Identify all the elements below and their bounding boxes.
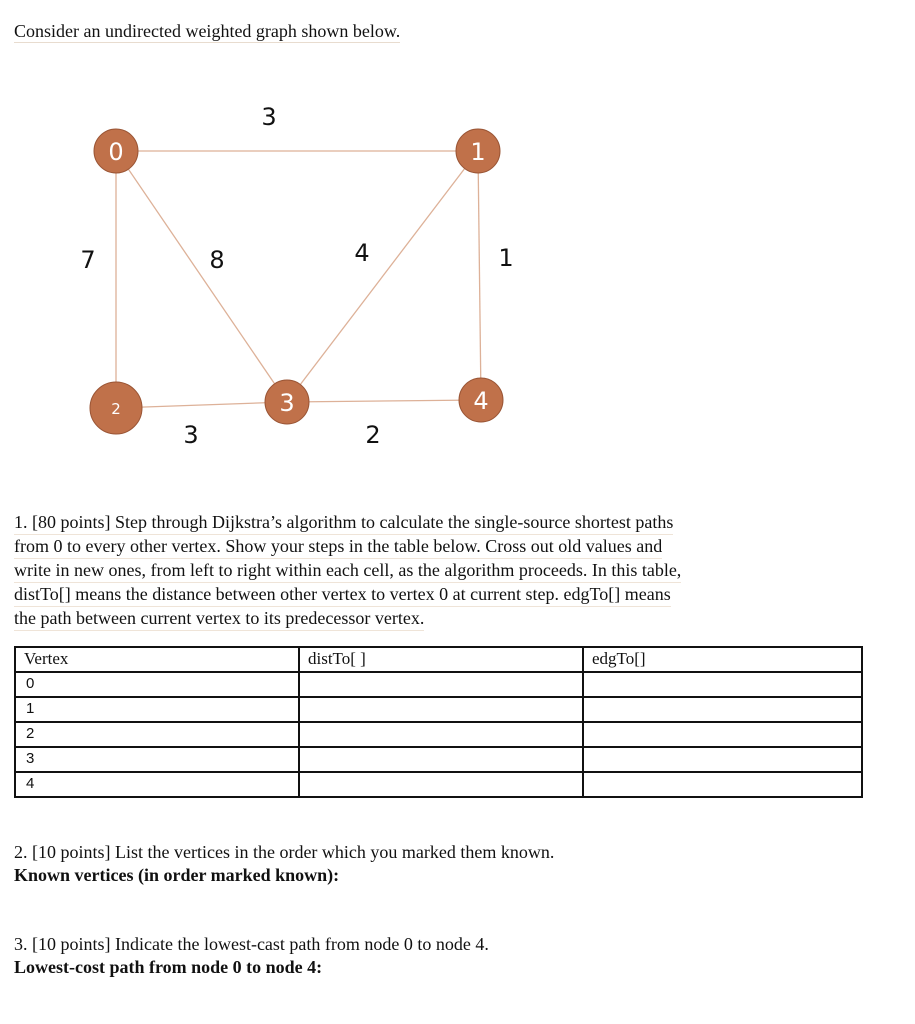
distto-cell[interactable]: [299, 722, 583, 747]
table-row: [15, 772, 862, 797]
node-label: 0: [108, 138, 124, 166]
q1-line: distTo[] means the distance between other vertex to vertex 0 at current step. edgTo[] means: [14, 583, 671, 607]
edge-weight: 8: [209, 246, 225, 274]
header-vertex: Vertex: [15, 647, 299, 672]
graph-diagram: [0, 0, 915, 480]
edgto-cell[interactable]: [583, 772, 862, 797]
dijkstra-table: [14, 646, 863, 798]
vertex-cell: 3: [15, 747, 299, 772]
lowest-cost-path-label: Lowest-cost path from node 0 to node 4:: [14, 957, 323, 977]
table-row: [15, 722, 862, 747]
edgto-cell[interactable]: [583, 747, 862, 772]
vertex-cell: 4: [15, 772, 299, 797]
question-1: [14, 511, 774, 631]
q1-line: 1. [80 points] Step through Dijkstra’s algorithm to calculate the single-source shortest paths: [14, 511, 673, 535]
known-vertices-label: Known vertices (in order marked known):: [14, 865, 340, 885]
node-label: 2: [111, 400, 121, 418]
edge-weight: 1: [498, 244, 514, 272]
edgto-cell[interactable]: [583, 722, 862, 747]
table-header: [15, 647, 862, 672]
distto-cell[interactable]: [299, 772, 583, 797]
question-2: 2. [10 points] List the vertices in the order which you marked them known.: [14, 842, 555, 862]
edge-1-4: [478, 151, 481, 400]
node-label: 1: [470, 138, 486, 166]
edgto-cell[interactable]: [583, 697, 862, 722]
intro-text: Consider an undirected weighted graph shown below.: [14, 21, 401, 41]
distto-cell[interactable]: [299, 672, 583, 697]
distto-cell[interactable]: [299, 697, 583, 722]
table-row: [15, 747, 862, 772]
q1-line: from 0 to every other vertex. Show your steps in the table below. Cross out old values and: [14, 535, 662, 559]
edge-0-3: [116, 151, 287, 402]
edgto-cell[interactable]: [583, 672, 862, 697]
table-row: [15, 697, 862, 722]
node-label: 4: [473, 387, 489, 415]
question-3: 3. [10 points] Indicate the lowest-cast path from node 0 to node 4.: [14, 934, 489, 954]
header-distto: distTo[ ]: [299, 647, 583, 672]
vertex-cell: 2: [15, 722, 299, 747]
edge-weight: 3: [261, 103, 277, 131]
edge-weight: 7: [80, 246, 96, 274]
node-label: 3: [279, 389, 295, 417]
distto-cell[interactable]: [299, 747, 583, 772]
table-row: [15, 672, 862, 697]
edge-weight: 3: [183, 421, 199, 449]
edge-weight: 4: [354, 239, 370, 267]
q1-line: the path between current vertex to its predecessor vertex.: [14, 607, 424, 631]
q1-line: write in new ones, from left to right within each cell, as the algorithm proceeds. In this table,: [14, 559, 681, 583]
header-edgto: edgTo[]: [583, 647, 862, 672]
edge-1-3: [287, 151, 478, 402]
edge-weight: 2: [365, 421, 381, 449]
vertex-cell: 1: [15, 697, 299, 722]
vertex-cell: 0: [15, 672, 299, 697]
edge-3-4: [287, 400, 481, 402]
